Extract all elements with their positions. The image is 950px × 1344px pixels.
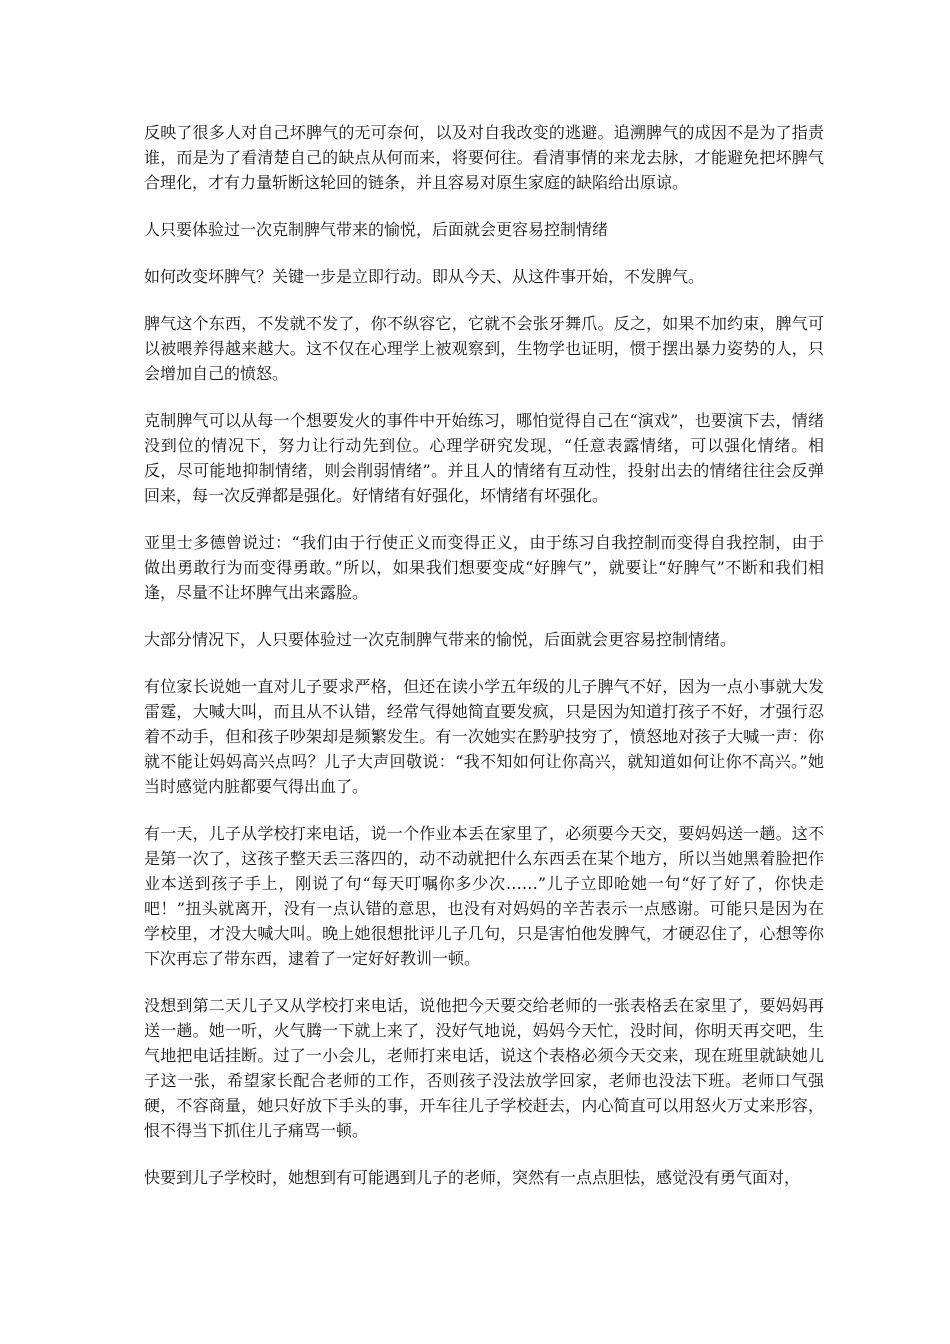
paragraph-8: 有位家长说她一直对儿子要求严格，但还在读小学五年级的儿子脾气不好，因为一点小事就大发雷霆，大喊大叫，而且从不认错，经常气得她简直要发疯，只是因为知道打孩子不好，才强行忍着不动手，但和孩子吵架却是频繁发生。有一次她实在黔驴技穷了，愤怒地对孩子大喊一声：你就不能让妈妈高兴点吗？儿子大声回敬说：“我不知如何让你高兴，就知道如何让你不高兴。”她当时感觉内脏都要气得出血了。 xyxy=(144,677,824,796)
paragraph-5: 克制脾气可以从每一个想要发火的事件中开始练习，哪怕觉得自己在“演戏”，也要演下去，情绪没到位的情况下，努力让行动先到位。心理学研究发现，“任意表露情绪，可以强化情绪。相反，尽可能地抑制情绪，则会削弱情绪”。并且人的情绪有互动性，投射出去的情绪往往会反弹回来，每一次反弹都是强化。好情绪有好强化，坏情绪有坏强化。 xyxy=(144,411,824,505)
document-page xyxy=(144,120,824,1212)
paragraph-11: 快要到儿子学校时，她想到有可能遇到儿子的老师，突然有一点点胆怯，感觉没有勇气面对， xyxy=(144,1168,801,1187)
paragraph-10: 没想到第二天儿子又从学校打来电话，说他把今天要交给老师的一张表格丢在家里了，要妈妈再送一趟。她一听，火气腾一下就上来了，没好气地说，妈妈今天忙，没时间，你明天再交吧，生气地把电话挂断。过了一小会儿，老师打来电话，说这个表格必须今天交来，现在班里就缺她儿子这一张，希望家长配合老师的工作，否则孩子没法放学回家，老师也没法下班。老师口气强硬，不容商量，她只好放下手头的事，开车往儿子学校赶去，内心简直可以用怒火万丈来形容，恨不得当下抓住儿子痛骂一顿。 xyxy=(144,996,824,1140)
paragraph-1: 反映了很多人对自己坏脾气的无可奈何，以及对自我改变的逃避。追溯脾气的成因不是为了指责谁，而是为了看清楚自己的缺点从何而来，将要何往。看清事情的来龙去脉，才能避免把坏脾气合理化，才有力量斩断这轮回的链条，并且容易对原生家庭的缺陷给出原谅。 xyxy=(144,123,824,192)
paragraph-3: 如何改变坏脾气？关键一步是立即行动。即从今天、从这件事开始，不发脾气。 xyxy=(144,267,705,286)
paragraph-2-heading: 人只要体验过一次克制脾气带来的愉悦，后面就会更容易控制情绪 xyxy=(144,220,609,239)
paragraph-4: 脾气这个东西，不发就不发了，你不纵容它，它就不会张牙舞爪。反之，如果不加约束，脾气可以被喂养得越来越大。这不仅在心理学上被观察到，生物学也证明，惯于摆出暴力姿势的人，只会增加自己的愤怒。 xyxy=(144,314,824,383)
paragraph-7: 大部分情况下，人只要体验过一次克制脾气带来的愉悦，后面就会更容易控制情绪。 xyxy=(144,630,737,649)
paragraph-9: 有一天，儿子从学校打来电话，说一个作业本丢在家里了，必须要今天交，要妈妈送一趟。这不是第一次了，这孩子整天丢三落四的，动不动就把什么东西丢在某个地方，所以当她黑着脸把作业本送到孩子手上，刚说了句“每天叮嘱你多少次……”儿子立即呛她一句“好了好了，你快走吧！”扭头就离开，没有一点认错的意思，也没有对妈妈的辛苦表示一点感谢。可能只是因为在学校里，才没大喊大叫。晚上她很想批评儿子几句，只是害怕他发脾气，才硬忍住了，心想等你下次再忘了带东西，逮着了一定好好教训一顿。 xyxy=(144,824,824,968)
paragraph-6: 亚里士多德曾说过：“我们由于行使正义而变得正义，由于练习自我控制而变得自我控制，由于做出勇敢行为而变得勇敢。”所以，如果我们想要变成“好脾气”，就要让“好脾气”不断和我们相逢，尽量不让坏脾气出来露脸。 xyxy=(144,533,824,602)
